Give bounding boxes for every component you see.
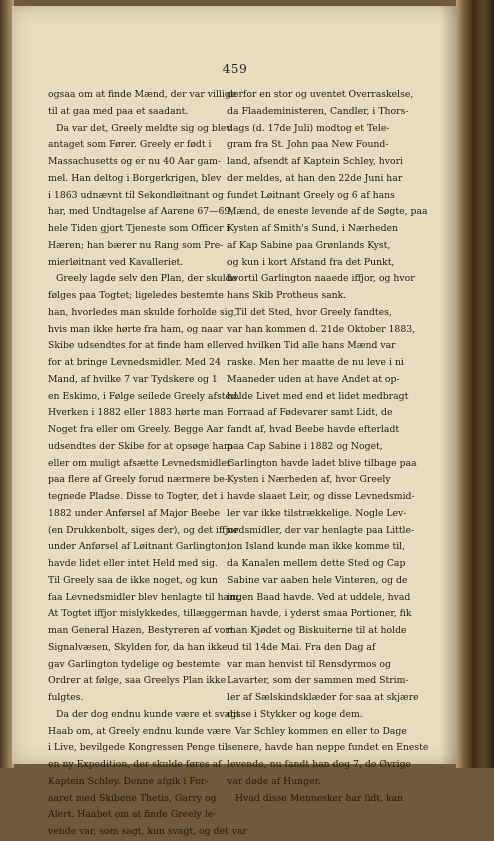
- text-line: Kaptein Schley. Denne afgik i For-: [48, 775, 209, 787]
- text-line: Forraad af Fødevarer samt Lidt, de: [227, 407, 393, 419]
- text-line: Til Greely saa de ikke noget, og kun: [48, 574, 218, 586]
- text-line: ler var ikke tilstrækkelige. Nogle Lev-: [227, 507, 407, 519]
- text-line: hans Skib Protheus sank.: [227, 290, 347, 301]
- text-line: derfor en stor og uventet Overraskelse,: [227, 89, 414, 100]
- text-line: land, afsendt af Kaptein Schley, hvori: [227, 156, 404, 167]
- text-line: tegnede Pladse. Disse to Togter, det i: [48, 491, 224, 502]
- text-line: Signalvæsen, Skylden for, da han ikke: [48, 641, 228, 653]
- text-line: paa Cap Sabine i 1882 og Noget,: [227, 440, 383, 452]
- text-line: Til det Sted, hvor Greely fandtes,: [235, 306, 392, 318]
- text-line: ved hvilken Tid alle hans Mænd var: [227, 340, 396, 352]
- gutter-shadow: [440, 6, 458, 764]
- text-line: faa Levnedsmidler blev henlagte til ham.: [48, 591, 241, 603]
- text-line: da Kanalen mellem dette Sted og Cap: [227, 558, 406, 569]
- text-line: i 1863 udnævnt til Sekondløitnant og: [48, 189, 224, 201]
- text-column-right: [227, 87, 429, 807]
- text-line: aaret med Skibene Thetis, Garry og: [48, 792, 217, 804]
- text-line: Noget fra eller om Greely. Begge Aar: [48, 424, 224, 435]
- text-line: fandt af, hvad Beebe havde efterladt: [227, 424, 400, 435]
- text-line: Greely lagde selv den Plan, der skulde: [56, 273, 238, 285]
- text-line: disse i Stykker og koge dem.: [227, 708, 363, 720]
- text-line: ud til 14de Mai. Fra den Dag af: [227, 641, 376, 653]
- text-line: mierløitnant ved Kavalleriet.: [48, 256, 184, 268]
- text-line: da Flaadeministeren, Candler, i Thors-: [227, 105, 409, 117]
- text-line: til at gaa med paa et saadant.: [48, 105, 189, 117]
- text-line: var døde af Hunger.: [227, 775, 322, 787]
- text-line: for at bringe Levnedsmidler. Med 24: [48, 357, 221, 368]
- text-line: senere, havde han neppe fundet en Eneste: [227, 742, 429, 754]
- text-line: Maaneder uden at have Andet at op-: [227, 373, 400, 385]
- text-line: og kun i kort Afstand fra det Punkt,: [227, 256, 395, 268]
- text-line: Ordrer at følge, saa Greelys Plan ikke: [48, 675, 227, 687]
- text-line: en Eskimo, i Følge seilede Greely afsted.: [48, 390, 240, 402]
- text-line: han, hvorledes man skulde forholde sig,: [48, 306, 237, 318]
- text-line: Var Schley kommen en eller to Dage: [235, 725, 407, 737]
- text-line: fulgtes.: [48, 692, 84, 703]
- text-line: har, med Undtagelse af Aarene 67—69,: [48, 206, 234, 218]
- text-line: Hæren; han bærer nu Rang som Pre-: [48, 239, 224, 251]
- text-column-left: [48, 87, 247, 841]
- text-line: levende, nu fandt han dog 7, de Øvrige: [227, 759, 412, 770]
- text-line: eller om muligt afsætte Levnedsmidler: [48, 457, 232, 469]
- text-line: man havde, i yderst smaa Portioner, fik: [227, 608, 412, 620]
- text-line: gram fra St. John paa New Found-: [227, 139, 389, 151]
- text-line: Kysten i Nærheden af, hvor Greely: [227, 474, 391, 486]
- text-line: Massachusetts og er nu 40 Aar gam-: [48, 156, 222, 167]
- text-line: nedsmidler, der var henlagte paa Little-: [227, 524, 415, 536]
- text-line: hvis man ikke hørte fra ham, og naar: [48, 323, 223, 335]
- text-line: Alert. Haabet om at finde Greely le-: [48, 809, 217, 821]
- text-line: Mænd, de eneste levende af de Søgte, paa: [227, 206, 428, 218]
- text-line: antaget som Fører. Greely er født i: [48, 139, 212, 151]
- text-line: 1882 under Anførsel af Major Beebe: [48, 507, 220, 519]
- text-line: en ny Expedition, der skulde føres af: [48, 759, 222, 770]
- text-line: hele Tiden gjort Tjeneste som Officer i: [48, 223, 230, 234]
- text-line: ingen Baad havde. Ved at uddele, hvad: [227, 591, 411, 603]
- text-line: udsendtes der Skibe for at opsøge ham: [48, 440, 233, 452]
- text-line: Hverken i 1882 eller 1883 hørte man: [48, 407, 224, 419]
- text-line: holde Livet med end et lidet medbragt: [227, 390, 409, 402]
- text-line: (en Drukkenbolt, siges der), og det iffjor: [48, 524, 239, 536]
- text-line: ler af Sælskindsklæder for saa at skjære: [227, 692, 419, 703]
- text-line: af Kap Sabine paa Grønlands Kyst,: [227, 239, 391, 251]
- text-line: havde slaaet Leir, og disse Levnedsmid-: [227, 491, 415, 502]
- text-line: Kysten af Smith's Sund, i Nærheden: [227, 223, 399, 234]
- text-line: ton Island kunde man ikke komme til,: [227, 541, 406, 553]
- text-line: følges paa Togtet; ligeledes bestemte: [48, 290, 224, 301]
- text-line: Garlington havde ladet blive tilbage paa: [227, 457, 417, 469]
- text-line: mel. Han deltog i Borgerkrigen, blev: [48, 172, 222, 184]
- text-line: Hvad disse Mennesker har lidt, kan: [235, 792, 404, 804]
- text-line: man Kjødet og Biskuiterne til at holde: [227, 625, 407, 636]
- text-line: var han kommen d. 21de Oktober 1883,: [227, 323, 416, 335]
- text-line: under Anførsel af Løitnant Garlington,: [48, 541, 230, 553]
- text-line: Sabine var aaben hele Vinteren, og de: [227, 574, 408, 586]
- text-line: dags (d. 17de Juli) modtog et Tele-: [227, 122, 390, 134]
- text-line: fundet Løitnant Greely og 6 af hans: [227, 189, 395, 201]
- text-line: gav Garlington tydelige og bestemte: [48, 658, 221, 670]
- book-spine-right: [456, 0, 494, 768]
- text-line: At Togtet iffjor mislykkedes, tillægger: [48, 608, 227, 620]
- text-line: var man henvist til Rensdyrmos og: [227, 658, 391, 670]
- text-line: hvortil Garlington naaede iffjor, og hvor: [227, 273, 415, 285]
- page-number: 459: [222, 62, 248, 76]
- text-line: man General Hazen, Bestyreren af vort: [48, 625, 234, 636]
- text-line: paa flere af Greely forud nærmere be-: [48, 474, 228, 486]
- text-line: Skibe udsendtes for at finde ham eller: [48, 340, 229, 352]
- text-line: i Live, bevilgede Kongressen Penge til: [48, 742, 228, 754]
- text-line: havde lidet eller intet Held med sig.: [48, 558, 218, 569]
- text-line: Lavarter, som der sammen med Strim-: [227, 675, 409, 687]
- text-line: ogsaa om at finde Mænd, der var villige: [48, 89, 237, 100]
- book-page: [12, 6, 458, 837]
- text-line: Mand, af hvilke 7 var Tydskere og 1: [48, 373, 218, 385]
- text-line: der meldes, at han den 22de Juni har: [227, 172, 403, 184]
- text-line: raske. Men her maatte de nu leve i ni: [227, 357, 404, 368]
- text-line: Da var det, Greely meldte sig og blev: [56, 122, 232, 134]
- text-line: Da der dog endnu kunde være et svagt: [56, 708, 240, 720]
- text-line: Haab om, at Greely endnu kunde være: [48, 725, 232, 737]
- text-line: vende var, som sagt, kun svagt, og det var: [48, 826, 247, 837]
